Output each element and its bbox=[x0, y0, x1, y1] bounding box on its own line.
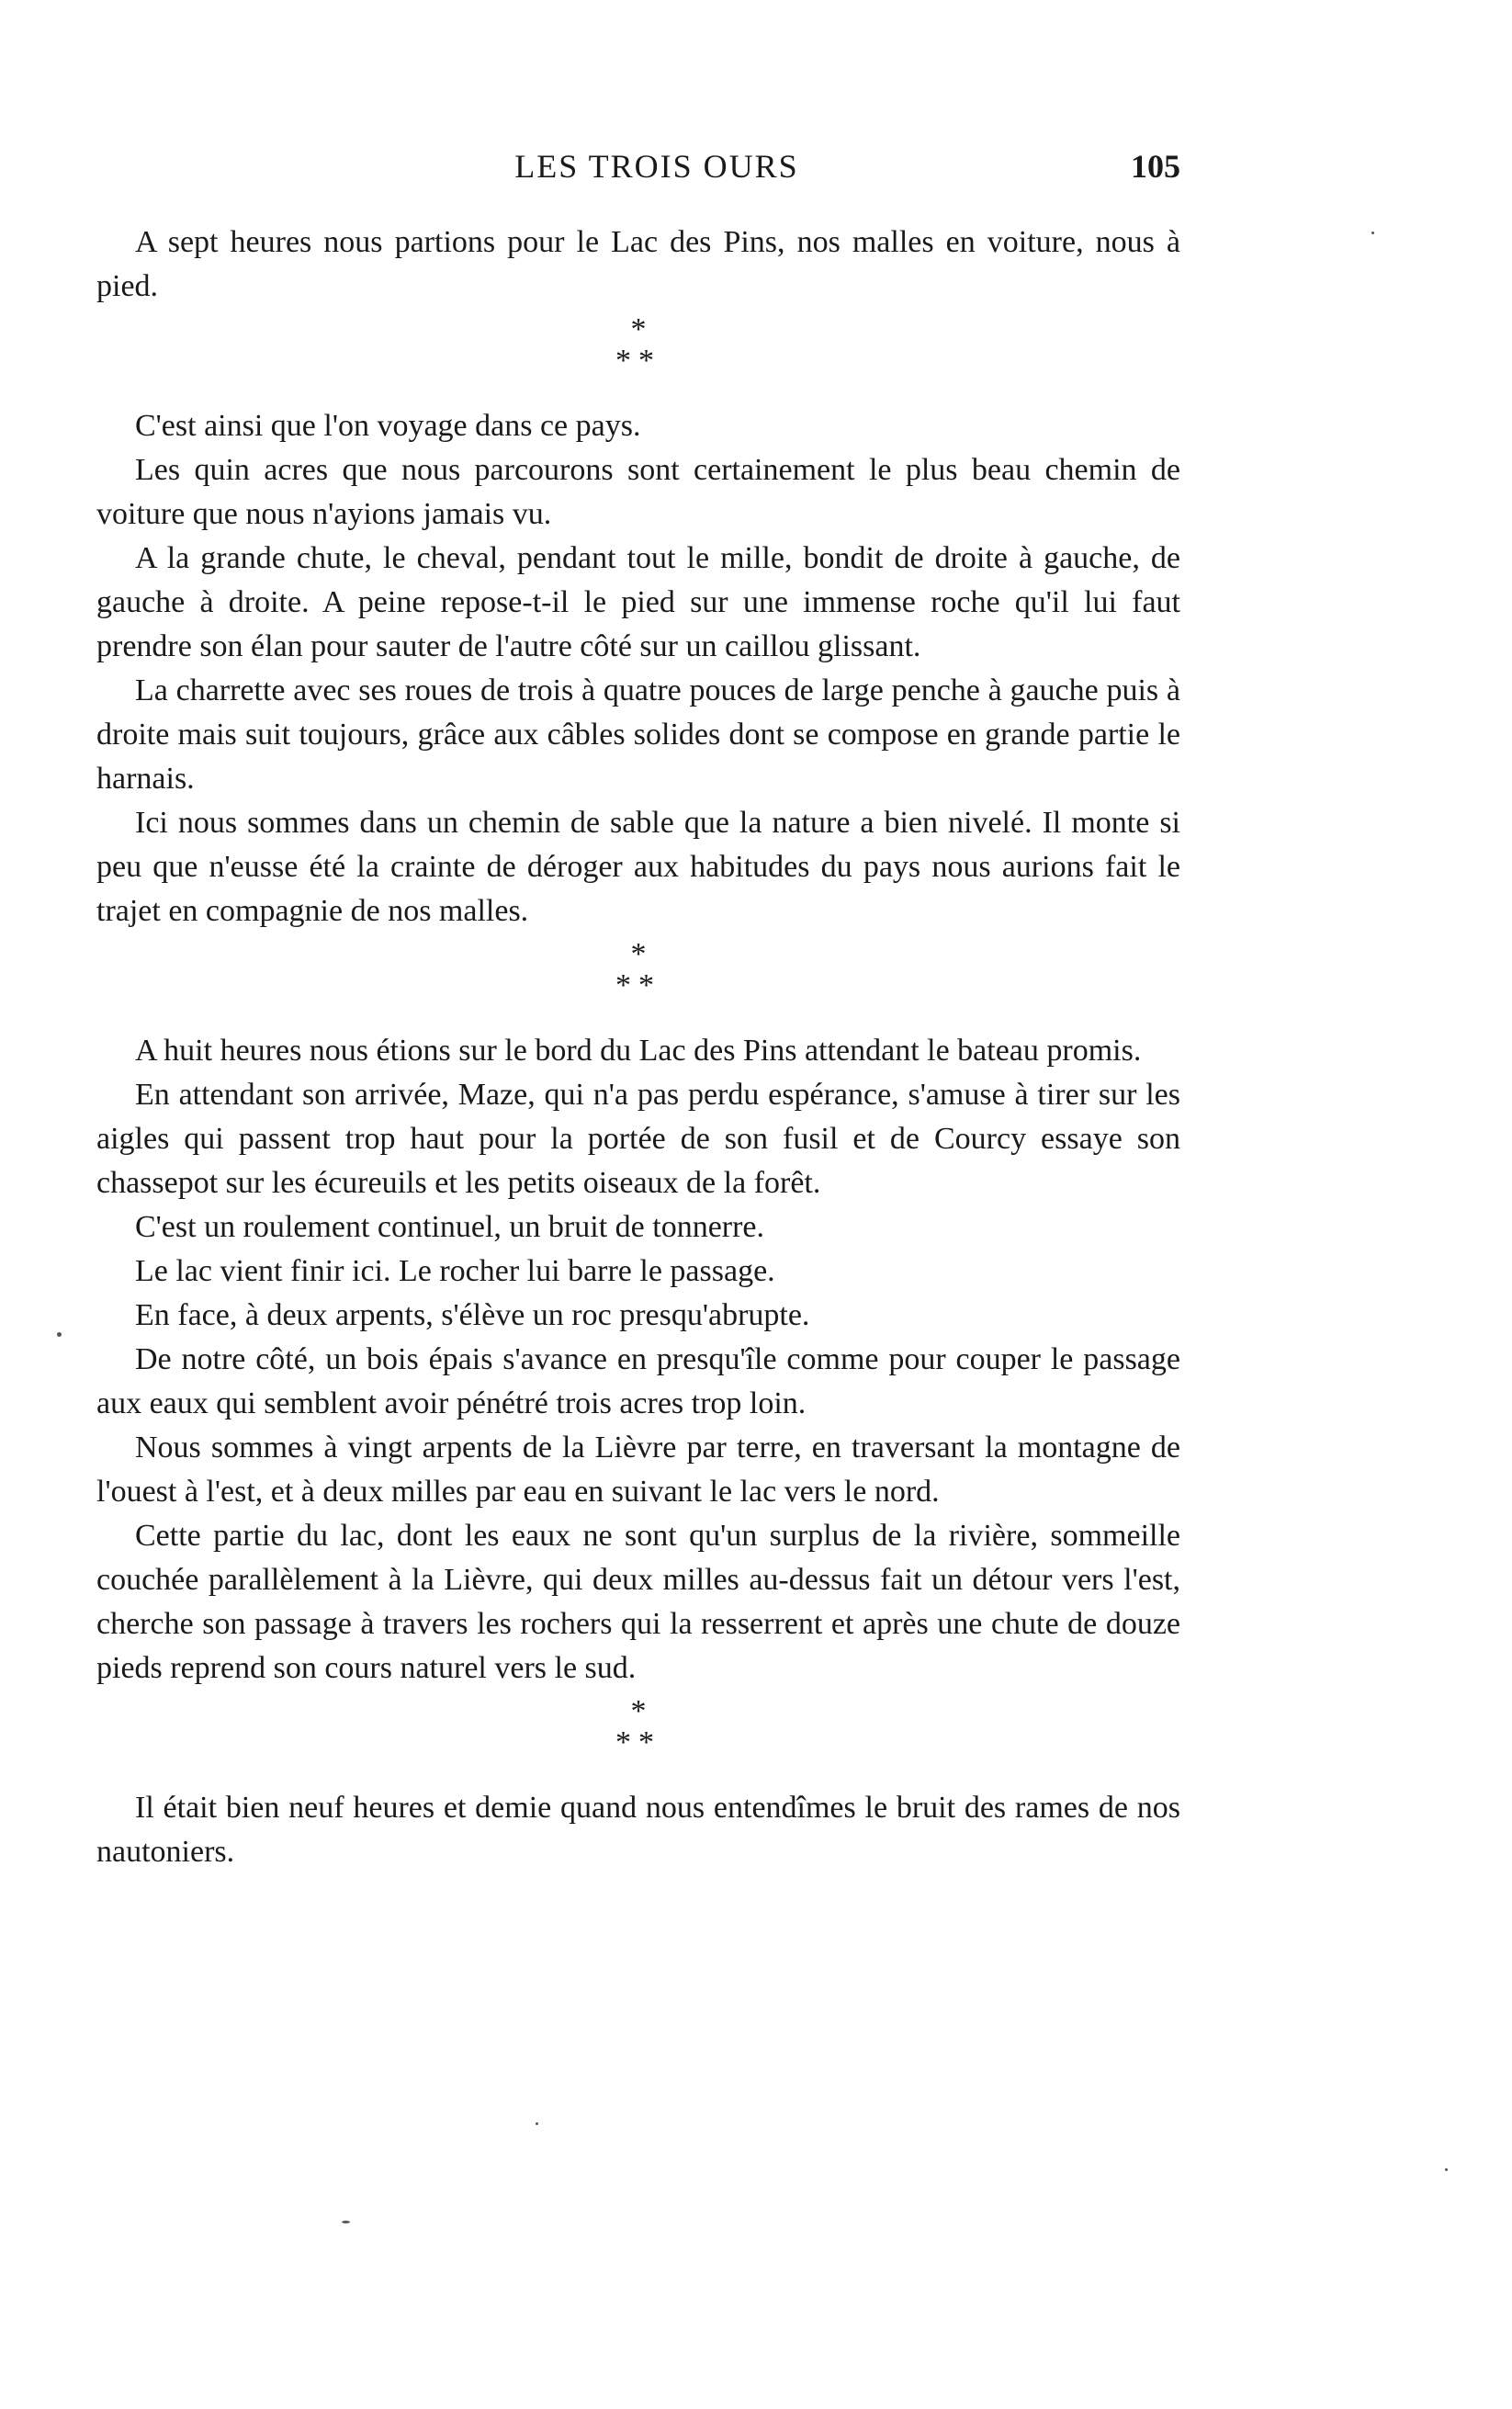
paragraph: De notre côté, un bois épais s'avance en presqu'île comme pour couper le passage aux eaux qui semblent avoir pénétré trois acres trop loin. bbox=[96, 1342, 1180, 1420]
section-ornament bbox=[96, 309, 1180, 404]
page-header bbox=[133, 147, 1180, 193]
paragraph: A huit heures nous étions sur le bord du Lac des Pins attendant le bateau promis. bbox=[135, 1034, 1142, 1068]
paragraph: Il était bien neuf heures et demie quand nous entendîmes le bruit des rames de nos nautoniers. bbox=[96, 1791, 1180, 1869]
paper-speck bbox=[342, 2221, 350, 2223]
page-body bbox=[96, 221, 1180, 1874]
paragraph: C'est ainsi que l'on voyage dans ce pays. bbox=[135, 409, 641, 443]
paragraph: Ici nous sommes dans un chemin de sable que la nature a bien nivelé. Il monte si peu que n'eusse été la crainte de déroger aux habitudes du pays nous aurions fait le trajet en compagnie de nos malles. bbox=[96, 806, 1180, 928]
section-ornament bbox=[96, 1691, 1180, 1786]
paper-speck bbox=[57, 1332, 62, 1337]
ornament-star: * bbox=[630, 312, 647, 346]
paragraph: A la grande chute, le cheval, pendant tout le mille, bondit de droite à gauche, de gauche à droite. A peine repose-t-il le pied sur une immense roche qu'il lui faut prendre son élan pour sauter de l'autre côté sur un caillou glissant. bbox=[96, 541, 1180, 663]
section-ornament bbox=[96, 933, 1180, 1029]
ornament-star: * bbox=[630, 937, 647, 971]
paper-speck bbox=[1445, 2168, 1448, 2171]
paper-speck bbox=[1371, 232, 1374, 234]
ornament-star: * bbox=[630, 1694, 647, 1728]
paragraph: C'est un roulement continuel, un bruit de tonnerre. bbox=[135, 1210, 765, 1244]
page-number: 105 bbox=[1131, 148, 1180, 185]
paragraph: Le lac vient finir ici. Le rocher lui barre le passage. bbox=[135, 1254, 775, 1288]
paragraph: En attendant son arrivée, Maze, qui n'a pas perdu espérance, s'amuse à tirer sur les aigles qui passent trop haut pour la portée de son fusil et de Courcy essaye son chassepot sur les écureuils et les petits oiseaux de la forêt. bbox=[96, 1078, 1180, 1200]
paragraph: Cette partie du lac, dont les eaux ne sont qu'un surplus de la rivière, sommeille couchée parallèlement à la Lièvre, qui deux milles au-dessus fait un détour vers l'est, cherche son passage à travers les rochers qui la resserrent et après une chute de douze pieds reprend son cours naturel vers le sud. bbox=[96, 1519, 1180, 1685]
paragraph: En face, à deux arpents, s'élève un roc presqu'abrupte. bbox=[135, 1298, 810, 1332]
ornament-stars: ** bbox=[615, 344, 661, 378]
ornament-stars: ** bbox=[615, 1725, 661, 1759]
paragraph: Les quin acres que nous parcourons sont certainement le plus beau chemin de voiture que nous n'ayions jamais vu. bbox=[96, 453, 1180, 531]
ornament-stars: ** bbox=[615, 968, 661, 1002]
paragraph: Nous sommes à vingt arpents de la Lièvre par terre, en traversant la montagne de l'ouest à l'est, et à deux milles par eau en suivant le lac vers le nord. bbox=[96, 1431, 1180, 1509]
running-head: LES TROIS OURS bbox=[514, 148, 799, 185]
paragraph: La charrette avec ses roues de trois à quatre pouces de large penche à gauche puis à droite mais suit toujours, grâce aux câbles solides dont se compose en grande partie le harnais. bbox=[96, 673, 1180, 796]
paper-speck bbox=[536, 2122, 538, 2125]
paragraph: A sept heures nous partions pour le Lac des Pins, nos malles en voiture, nous à pied. bbox=[96, 225, 1180, 303]
